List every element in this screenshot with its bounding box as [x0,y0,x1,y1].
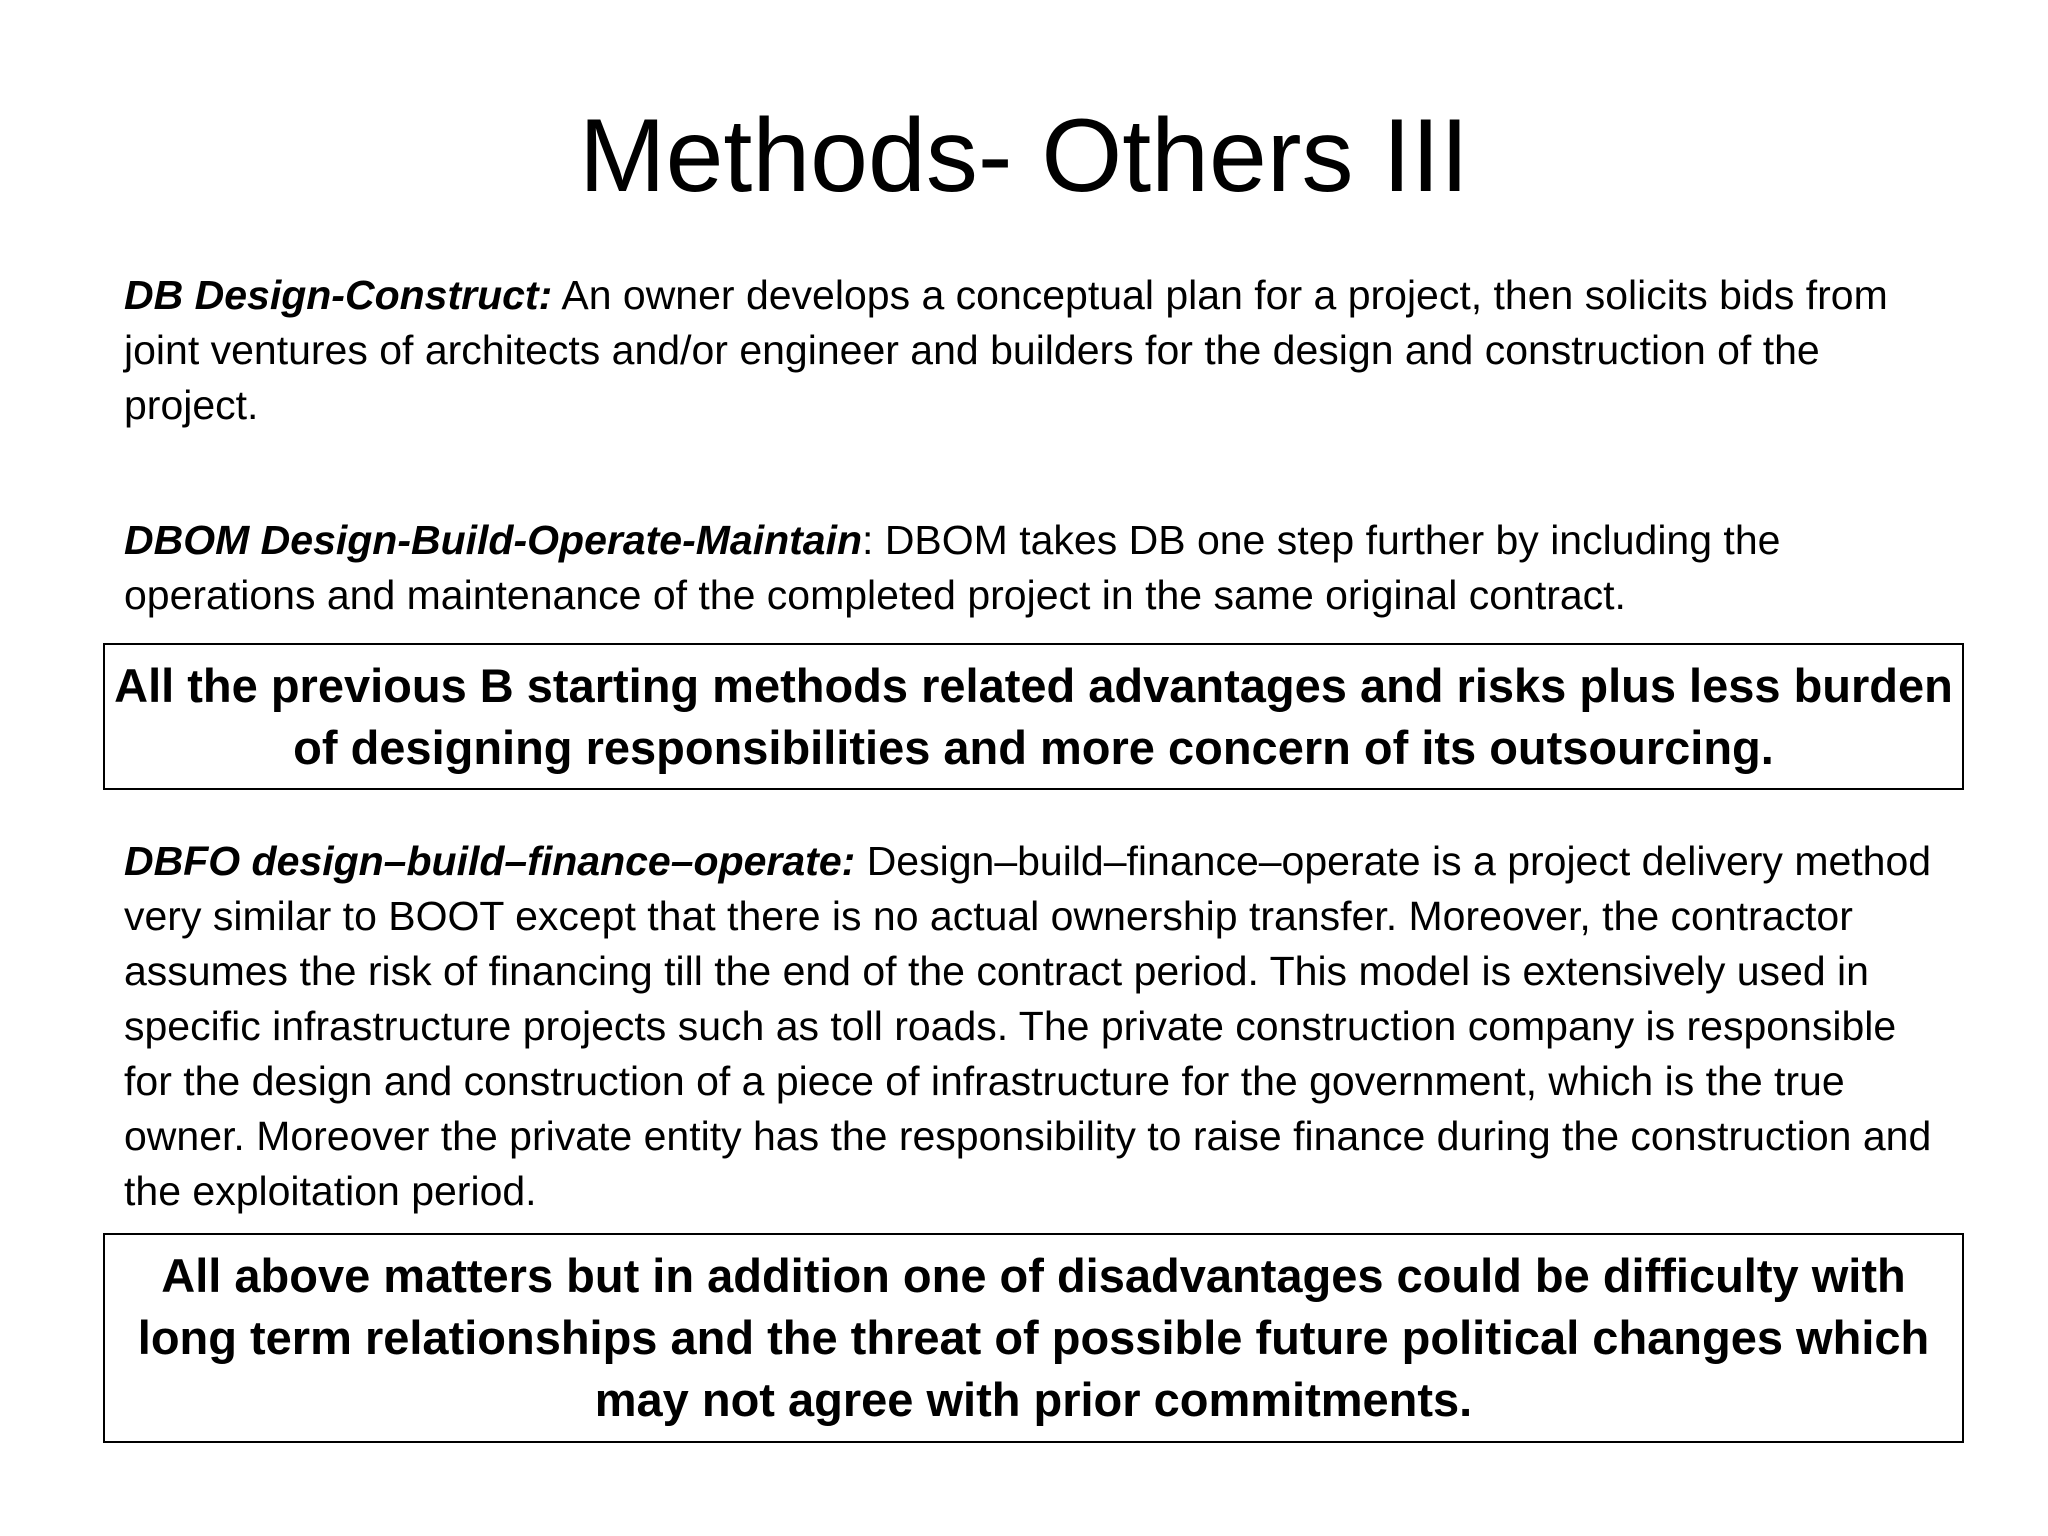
dbfo-description: Design–build–finance–operate is a project delivery method very similar to BOOT except that there is no actual ownership transfer. Moreover, the contractor assumes the risk of financing till the end of the contract period. This model is extensively used in specific infrastructure projects such as toll roads. The private construction company is responsible for the design and construction of a piece of infrastructure for the government, which is the true owner. Moreover the private entity has the responsibility to raise finance during the construction and the exploitation period. [124,838,1932,1214]
advantages-risks-note-box [103,643,1964,790]
db-description: An owner develops a conceptual plan for a project, then solicits bids from joint ventures of architects and/or engineer and builders for the design and construction of the project. [124,272,1888,428]
slide-title: Methods- Others III [578,98,1470,214]
disadvantages-note-box [103,1233,1964,1443]
dbom-paragraph [124,513,1954,623]
disadvantages-note: All above matters but in addition one of disadvantages could be difficulty with long term relationships and the threat of possible future political changes which may not agree with prior commitments. [137,1249,1930,1426]
db-design-construct-paragraph [124,268,1954,433]
dbfo-paragraph [124,834,1954,1219]
dbom-description: : DBOM takes DB one step further by including the operations and maintenance of the completed project in the same original contract. [124,517,1781,618]
db-term: DB Design-Construct: [124,272,553,318]
advantages-risks-note: All the previous B starting methods related advantages and risks plus less burden of designing responsibilities and more concern of its outsourcing. [114,658,1953,774]
dbom-term: DBOM Design-Build-Operate-Maintain [124,517,863,563]
dbfo-term: DBFO design–build–finance–operate: [124,838,856,884]
